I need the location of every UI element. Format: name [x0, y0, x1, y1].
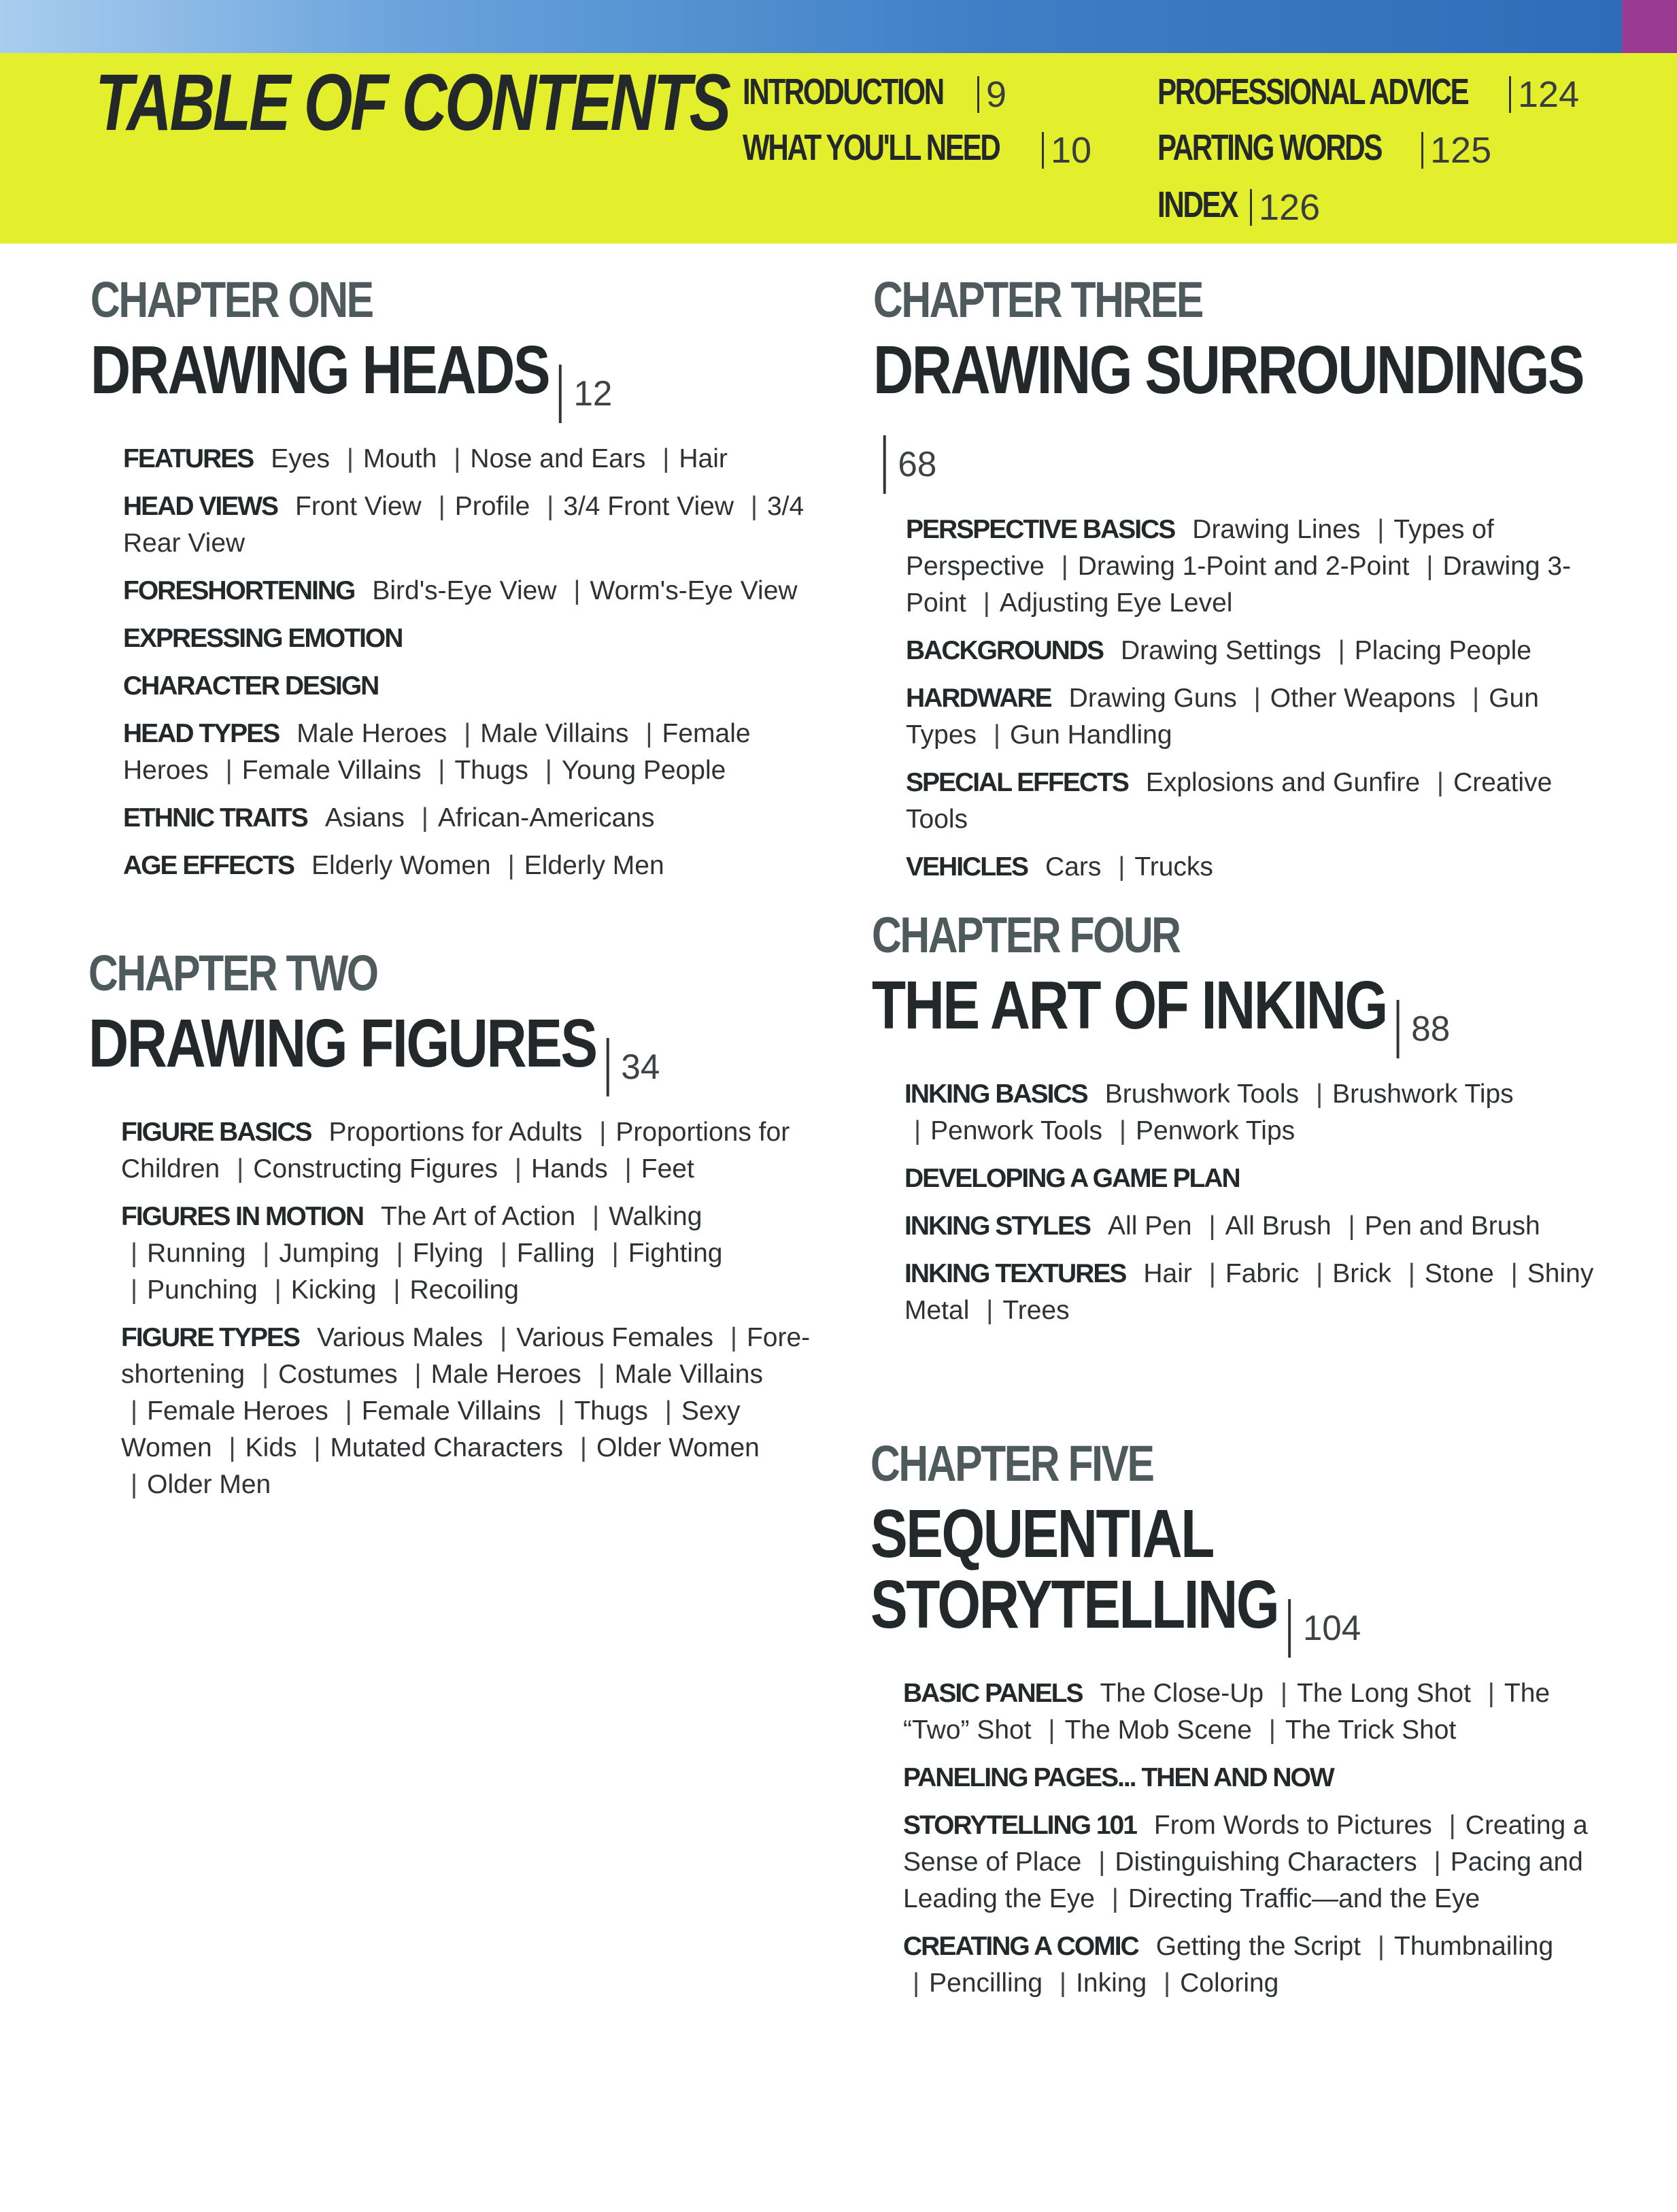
topic-item[interactable]: Drawing 1-Point and 2-Point	[1077, 552, 1410, 581]
separator: |	[1119, 1116, 1127, 1145]
chapter-title[interactable]	[872, 967, 1597, 1058]
separator: |	[983, 588, 990, 618]
topic-item[interactable]: Female Villains	[361, 1396, 541, 1426]
topic-item[interactable]: Proportions for Children	[121, 1118, 790, 1184]
topic-item[interactable]: Kids	[245, 1433, 297, 1462]
separator: |	[1426, 552, 1434, 581]
separator: |	[1434, 1847, 1441, 1877]
chapter-label: CHAPTER THREE	[873, 271, 1202, 328]
section-label[interactable]: FEATURES	[123, 444, 254, 473]
section-label[interactable]: AGE EFFECTS	[123, 851, 294, 880]
section-label[interactable]: CREATING A COMIC	[903, 1932, 1138, 1961]
chapter-three	[873, 271, 1608, 896]
topic-item[interactable]: 3/4 Rear View	[123, 492, 804, 558]
chapter-entries	[873, 512, 1608, 886]
section-label[interactable]: DEVELOPING A GAME PLAN	[904, 1164, 1240, 1193]
separator: |	[611, 1239, 619, 1268]
topic-item[interactable]: Gun Handling	[1010, 720, 1172, 750]
section-label[interactable]: FIGURE TYPES	[121, 1323, 300, 1352]
section-label[interactable]: BACKGROUNDS	[906, 636, 1103, 665]
section-label[interactable]: HEAD VIEWS	[123, 492, 278, 521]
chapter-title-text: DRAWING SURROUNDINGS	[873, 332, 1584, 408]
separator: |	[507, 851, 515, 880]
page-title: TABLE OF CONTENTS	[95, 58, 730, 148]
topic-item[interactable]: Hair	[1143, 1259, 1192, 1288]
section-label[interactable]: FORESHORTENING	[123, 576, 355, 605]
separator: |	[131, 1470, 138, 1499]
topic-item[interactable]: Feet	[641, 1154, 694, 1184]
section-entry	[906, 765, 1608, 838]
topic-item[interactable]: Proportions for Adults	[328, 1118, 583, 1147]
topic-item[interactable]: Walking	[609, 1202, 702, 1231]
toc-item-introduction[interactable]	[743, 71, 1007, 115]
separator: |	[438, 756, 445, 785]
separator: |	[914, 1116, 921, 1145]
topic-item[interactable]: Young People	[561, 756, 726, 785]
section-entry	[903, 1760, 1605, 1796]
separator: |	[1268, 1715, 1276, 1745]
separator: |	[1510, 1259, 1518, 1288]
section-entry	[904, 1208, 1606, 1245]
separator: |	[1472, 684, 1480, 713]
topic-item[interactable]: Inking	[1076, 1968, 1147, 1998]
chapter-entries	[870, 1675, 1605, 2002]
separator: |	[261, 1360, 269, 1389]
item-page: 10	[1042, 132, 1091, 169]
chapter-label: CHAPTER TWO	[88, 945, 377, 1001]
topic-item[interactable]: All Pen	[1108, 1211, 1192, 1241]
topic-item[interactable]: Drawing Settings	[1121, 636, 1321, 665]
toc-item-parting-words[interactable]	[1157, 127, 1492, 171]
section-entry	[123, 573, 825, 609]
separator: |	[913, 1968, 920, 1998]
separator: |	[558, 1396, 565, 1426]
toc-item-index[interactable]	[1157, 184, 1321, 228]
topic-item[interactable]: Shiny Metal	[904, 1259, 1594, 1325]
topic-item[interactable]: Various Males	[317, 1323, 484, 1352]
topic-item[interactable]: Explosions and Gunfire	[1145, 768, 1421, 797]
topic-item[interactable]: Female Heroes	[147, 1396, 328, 1426]
topic-item[interactable]: Eyes	[271, 444, 330, 473]
section-entry	[123, 668, 825, 705]
topic-item[interactable]: Creating a Sense of Place	[903, 1811, 1588, 1877]
section-entry	[903, 1675, 1605, 1749]
toc-item-professional-advice[interactable]	[1157, 71, 1580, 115]
section-label[interactable]: ETHNIC TRAITS	[123, 803, 307, 833]
topic-item[interactable]: Pencilling	[929, 1968, 1043, 1998]
topic-item[interactable]: Placing People	[1354, 636, 1531, 665]
topic-item[interactable]: The Mob Scene	[1064, 1715, 1252, 1745]
item-label: INTRODUCTION	[743, 71, 943, 112]
chapter-page-number: 104	[1288, 1599, 1361, 1658]
separator: |	[579, 1433, 587, 1462]
topic-item[interactable]: All Brush	[1225, 1211, 1332, 1241]
topic-item[interactable]: Sexy Women	[121, 1396, 741, 1462]
chapter-title-text: DRAWING HEADS	[90, 332, 549, 408]
chapter-page-number: 88	[1397, 1000, 1451, 1058]
item-page: 125	[1421, 132, 1491, 169]
topic-item[interactable]: Profile	[454, 492, 530, 521]
topic-item[interactable]: Drawing Guns	[1068, 684, 1237, 713]
separator: |	[131, 1275, 138, 1305]
separator: |	[730, 1323, 737, 1352]
section-entry	[903, 1807, 1605, 1917]
topic-item[interactable]: Constructing Figures	[253, 1154, 498, 1184]
topic-item[interactable]: Brushwork Tools	[1104, 1079, 1300, 1109]
chapter-page-number: 12	[559, 365, 613, 423]
section-entry	[121, 1320, 823, 1503]
chapter-label: CHAPTER ONE	[90, 271, 373, 328]
section-entry	[123, 716, 825, 789]
section-entry	[904, 1076, 1606, 1150]
topic-item[interactable]: Creative Tools	[906, 768, 1553, 834]
section-entry	[906, 680, 1608, 754]
chapter-label: CHAPTER FIVE	[870, 1435, 1153, 1492]
topic-item[interactable]: The Trick Shot	[1285, 1715, 1457, 1745]
section-label[interactable]: HEAD TYPES	[123, 719, 280, 748]
topic-item[interactable]: Fighting	[628, 1239, 723, 1268]
separator: |	[464, 719, 471, 748]
topic-item[interactable]: 3/4 Front View	[563, 492, 734, 521]
section-entry	[906, 512, 1608, 622]
topic-item[interactable]: Fabric	[1225, 1259, 1300, 1288]
topic-item[interactable]: Nose and Ears	[470, 444, 646, 473]
topic-item[interactable]: Male Heroes	[430, 1360, 581, 1389]
topic-item[interactable]: Punching	[147, 1275, 258, 1305]
item-label: PROFESSIONAL ADVICE	[1157, 71, 1468, 112]
separator: |	[438, 492, 445, 521]
chapter-title[interactable]	[870, 1498, 1595, 1658]
topic-item[interactable]: Cars	[1045, 852, 1102, 882]
topic-item[interactable]: Penwork Tips	[1136, 1116, 1295, 1145]
topic-item[interactable]: Front View	[295, 492, 422, 521]
section-entry	[121, 1199, 823, 1309]
chapter-label: CHAPTER FOUR	[872, 907, 1180, 963]
separator: |	[1487, 1679, 1495, 1708]
separator: |	[1408, 1259, 1415, 1288]
chapter-title-text: THE ART OF INKING	[872, 967, 1387, 1043]
topic-item[interactable]: Trucks	[1134, 852, 1213, 882]
topic-item[interactable]: Fore-shortening	[121, 1323, 811, 1389]
section-entry	[123, 800, 825, 837]
separator: |	[1449, 1811, 1456, 1840]
topic-item[interactable]: Elderly Women	[311, 851, 491, 880]
topic-item[interactable]: Types of Perspective	[906, 515, 1494, 581]
section-label[interactable]: CHARACTER DESIGN	[123, 671, 379, 701]
topic-item[interactable]: Worm's-Eye View	[590, 576, 798, 605]
topic-item[interactable]: Mutated Characters	[330, 1433, 564, 1462]
separator: |	[993, 720, 1001, 750]
separator: |	[396, 1239, 403, 1268]
topic-item[interactable]: Pen and Brush	[1364, 1211, 1540, 1241]
separator: |	[592, 1202, 600, 1231]
separator: |	[662, 444, 670, 473]
section-label[interactable]: INKING STYLES	[904, 1211, 1091, 1241]
section-label[interactable]: STORYTELLING 101	[903, 1811, 1136, 1840]
section-label[interactable]: EXPRESSING EMOTION	[123, 624, 403, 653]
topic-item[interactable]: Recoiling	[409, 1275, 519, 1305]
topic-item[interactable]: From Words to Pictures	[1153, 1811, 1432, 1840]
separator: |	[1163, 1968, 1171, 1998]
section-label[interactable]: PANELING PAGES... THEN AND NOW	[903, 1763, 1334, 1792]
topic-item[interactable]: Drawing 3-Point	[906, 552, 1572, 618]
separator: |	[262, 1239, 270, 1268]
topic-item[interactable]: The Long Shot	[1297, 1679, 1471, 1708]
topic-item[interactable]: Thugs	[574, 1396, 648, 1426]
chapter-one	[90, 271, 825, 895]
topic-item[interactable]: Kicking	[290, 1275, 377, 1305]
section-entry	[123, 848, 825, 884]
topic-item[interactable]: Male Villains	[614, 1360, 763, 1389]
section-entry	[121, 1114, 823, 1188]
chapter-title-text: DRAWING FIGURES	[88, 1005, 596, 1082]
topic-item[interactable]: Female Heroes	[123, 719, 751, 785]
chapter-entries	[872, 1076, 1606, 1329]
item-page: 124	[1509, 76, 1579, 113]
topic-item[interactable]: Costumes	[278, 1360, 398, 1389]
topic-item[interactable]: Male Heroes	[297, 719, 447, 748]
topic-item[interactable]: Older Women	[596, 1433, 760, 1462]
section-entry	[123, 488, 825, 562]
separator: |	[345, 1396, 352, 1426]
topic-item[interactable]: Trees	[1002, 1296, 1070, 1325]
topic-item[interactable]: Stone	[1424, 1259, 1494, 1288]
separator: |	[131, 1396, 138, 1426]
section-entry	[123, 620, 825, 657]
separator: |	[1280, 1679, 1288, 1708]
separator: |	[500, 1323, 507, 1352]
topic-item[interactable]: Bird's-Eye View	[372, 576, 557, 605]
separator: |	[573, 576, 581, 605]
item-page: 126	[1250, 189, 1320, 226]
section-entry	[123, 441, 825, 477]
chapter-entries	[90, 441, 825, 884]
item-label: INDEX	[1157, 184, 1238, 225]
separator: |	[1377, 1932, 1385, 1961]
section-label[interactable]: HARDWARE	[906, 684, 1051, 713]
separator: |	[454, 444, 461, 473]
section-label[interactable]: PERSPECTIVE BASICS	[906, 515, 1175, 544]
topic-item[interactable]: Gun Types	[906, 684, 1539, 750]
separator: |	[274, 1275, 282, 1305]
separator: |	[1348, 1211, 1355, 1241]
separator: |	[598, 1360, 605, 1389]
topic-item[interactable]: The “Two” Shot	[903, 1679, 1551, 1745]
separator: |	[1253, 684, 1261, 713]
section-entry	[906, 633, 1608, 669]
topic-item[interactable]: Getting the Script	[1155, 1932, 1361, 1961]
section-label[interactable]: BASIC PANELS	[903, 1679, 1083, 1708]
separator: |	[414, 1360, 422, 1389]
separator: |	[545, 756, 552, 785]
separator: |	[131, 1239, 138, 1268]
section-label[interactable]: VEHICLES	[906, 852, 1028, 882]
topic-item[interactable]: Directing Traffic—and the Eye	[1128, 1884, 1480, 1913]
topic-item[interactable]: Brushwork Tips	[1332, 1079, 1514, 1109]
topic-item[interactable]: Asians	[324, 803, 405, 833]
section-label[interactable]: FIGURES IN MOTION	[121, 1202, 363, 1231]
separator: |	[1316, 1259, 1323, 1288]
chapter-page-number: 34	[606, 1038, 660, 1096]
separator: |	[664, 1396, 672, 1426]
section-label[interactable]: SPECIAL EFFECTS	[906, 768, 1128, 797]
separator: |	[1098, 1847, 1106, 1877]
topic-item[interactable]: Other Weapons	[1270, 684, 1456, 713]
top-blue-band	[0, 0, 1622, 53]
topic-item[interactable]: Running	[147, 1239, 246, 1268]
separator: |	[750, 492, 758, 521]
topic-item[interactable]: Coloring	[1180, 1968, 1279, 1998]
separator: |	[421, 803, 428, 833]
topic-item[interactable]: Falling	[516, 1239, 595, 1268]
chapter-four	[872, 907, 1606, 1340]
topic-item[interactable]: Penwork Tools	[930, 1116, 1103, 1145]
topic-item[interactable]: Pacing and Leading the Eye	[903, 1847, 1583, 1913]
section-entry	[904, 1160, 1606, 1197]
section-entry	[906, 849, 1608, 886]
topic-item[interactable]: African-Americans	[437, 803, 655, 833]
separator: |	[1208, 1259, 1216, 1288]
separator: |	[237, 1154, 244, 1184]
topic-item[interactable]: Flying	[412, 1239, 484, 1268]
topic-item[interactable]: Drawing Lines	[1192, 515, 1361, 544]
separator: |	[314, 1433, 321, 1462]
separator: |	[500, 1239, 507, 1268]
separator: |	[1377, 515, 1385, 544]
separator: |	[1208, 1211, 1216, 1241]
section-label[interactable]: INKING BASICS	[904, 1079, 1087, 1109]
topic-item[interactable]: The Close-Up	[1100, 1679, 1264, 1708]
chapter-title[interactable]	[88, 1005, 813, 1096]
separator: |	[645, 719, 653, 748]
topic-item[interactable]: Adjusting Eye Level	[999, 588, 1233, 618]
separator: |	[1338, 636, 1345, 665]
topic-item[interactable]: Thugs	[454, 756, 528, 785]
section-entry	[904, 1256, 1606, 1329]
topic-item[interactable]: Brick	[1332, 1259, 1391, 1288]
topic-item[interactable]: Various Females	[516, 1323, 713, 1352]
topic-item[interactable]: Older Men	[147, 1470, 271, 1499]
separator: |	[514, 1154, 522, 1184]
chapter-five	[870, 1435, 1605, 2013]
topic-item[interactable]: Distinguishing Characters	[1115, 1847, 1417, 1877]
chapter-two	[88, 945, 823, 1514]
topic-item[interactable]: Female Villains	[241, 756, 422, 785]
separator: |	[393, 1275, 401, 1305]
topic-item[interactable]: Male Villains	[480, 719, 629, 748]
separator: |	[986, 1296, 994, 1325]
separator: |	[1111, 1884, 1119, 1913]
separator: |	[225, 756, 233, 785]
separator: |	[1118, 852, 1125, 882]
corner-purple-tab	[1622, 0, 1677, 53]
chapter-title[interactable]	[873, 332, 1598, 494]
separator: |	[1315, 1079, 1323, 1109]
separator: |	[1436, 768, 1444, 797]
separator: |	[547, 492, 554, 521]
section-label[interactable]: FIGURE BASICS	[121, 1118, 311, 1147]
topic-item[interactable]: Jumping	[279, 1239, 379, 1268]
separator: |	[1048, 1715, 1055, 1745]
section-entry	[903, 1928, 1605, 2002]
item-label: WHAT YOU'LL NEED	[743, 127, 1000, 168]
toc-item-what-youll-need[interactable]	[743, 127, 1092, 171]
separator: |	[346, 444, 354, 473]
separator: |	[228, 1433, 236, 1462]
separator: |	[624, 1154, 632, 1184]
section-label[interactable]: INKING TEXTURES	[904, 1259, 1126, 1288]
chapter-page-number: 68	[883, 435, 937, 494]
separator: |	[1061, 552, 1068, 581]
topic-item[interactable]: Hands	[531, 1154, 608, 1184]
topic-item[interactable]: Thumbnailing	[1394, 1932, 1554, 1961]
topic-item[interactable]: Elderly Men	[524, 851, 664, 880]
separator: |	[599, 1118, 607, 1147]
separator: |	[1059, 1968, 1067, 1998]
topic-item[interactable]: Hair	[679, 444, 728, 473]
chapter-title[interactable]	[90, 332, 815, 423]
item-label: PARTING WORDS	[1157, 127, 1382, 168]
item-page: 9	[977, 76, 1006, 113]
topic-item[interactable]: The Art of Action	[381, 1202, 576, 1231]
topic-item[interactable]: Mouth	[362, 444, 437, 473]
chapter-title-text: SEQUENTIAL STORYTELLING	[870, 1496, 1278, 1643]
chapter-entries	[88, 1114, 823, 1503]
